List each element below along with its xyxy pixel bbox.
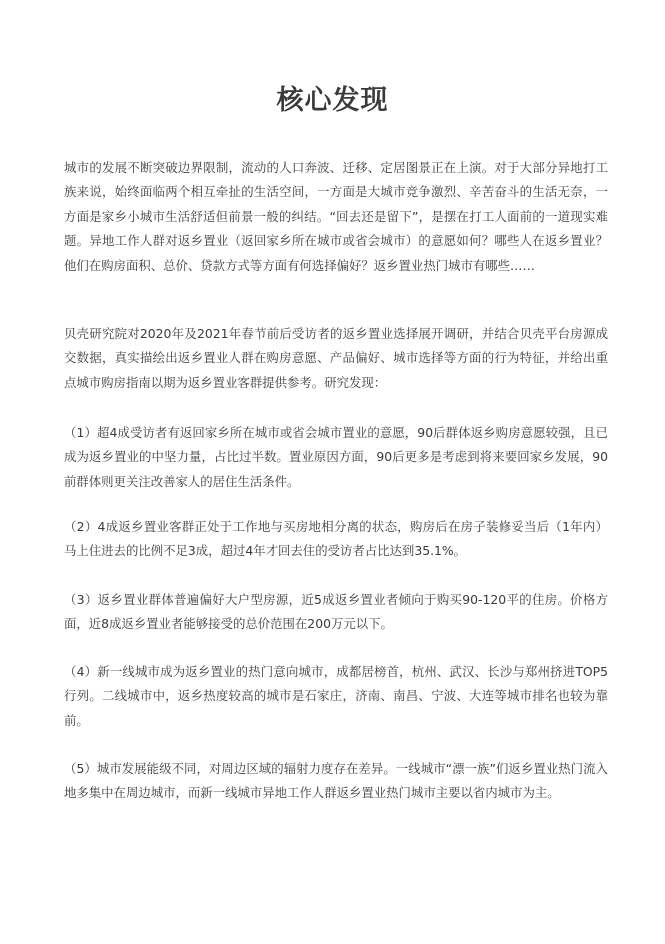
finding-2-paragraph: （2）4成返乡置业客群正处于工作地与买房地相分离的状态，购房后在房子装修妥当后（1年内）马上住进去的比例不足3成，超过4年才回去住的受访者占比达到35.1%。 (64, 519, 608, 559)
intro-paragraph: 城市的发展不断突破边界限制，流动的人口奔波、迁移、定居图景正在上演。对于大部分异地打工族来说，始终面临两个相互牵扯的生活空间，一方面是大城市竞争激烈、辛苦奋斗的生活无奈，一方面是家乡小城市生活舒适但前景一般的纠结。“回去还是留下”，是摆在打工人面前的一道现实难题。异地工作人群对返乡置业（返回家乡所在城市或省会城市）的意愿如何？哪些人在返乡置业？他们在购房面积、总价、贷款方式等方面有何选择偏好？返乡置业热门城市有哪些…… (64, 160, 608, 273)
finding-5-paragraph: （5）城市发展能级不同，对周边区域的辐射力度存在差异。一线城市“漂一族”们返乡置业热门流入地多集中在周边城市，而新一线城市异地工作人群返乡置业热门城市主要以省内城市为主。 (64, 761, 608, 801)
finding-3-paragraph: （3）返乡置业群体普遍偏好大户型房源，近5成返乡置业者倾向于购买90-120平的住房。价格方面，近8成返乡置业者能够接受的总价范围在200万元以下。 (64, 592, 608, 632)
finding-1-paragraph: （1）超4成受访者有返回家乡所在城市或省会城市置业的意愿，90后群体返乡购房意愿较强，且已成为返乡置业的中坚力量，占比过半数。置业原因方面，90后更多是考虑到将来要回家乡发展，90前群体则更关注改善家人的居住生活条件。 (64, 425, 608, 489)
page-title: 核心发现 (276, 85, 389, 116)
research-paragraph: 贝壳研究院对2020年及2021年春节前后受访者的返乡置业选择展开调研，并结合贝壳平台房源成交数据，真实描绘出返乡置业人群在购房意愿、产品偏好、城市选择等方面的行为特征，并给出重点城市购房指南以期为返乡置业客群提供参考。研究发现： (64, 326, 608, 390)
finding-4-paragraph: （4）新一线城市成为返乡置业的热门意向城市，成都居榜首，杭州、武汉、长沙与郑州挤进TOP5行列。二线城市中，返乡热度较高的城市是石家庄，济南、南昌、宁波、大连等城市排名也较为靠前。 (64, 664, 608, 728)
